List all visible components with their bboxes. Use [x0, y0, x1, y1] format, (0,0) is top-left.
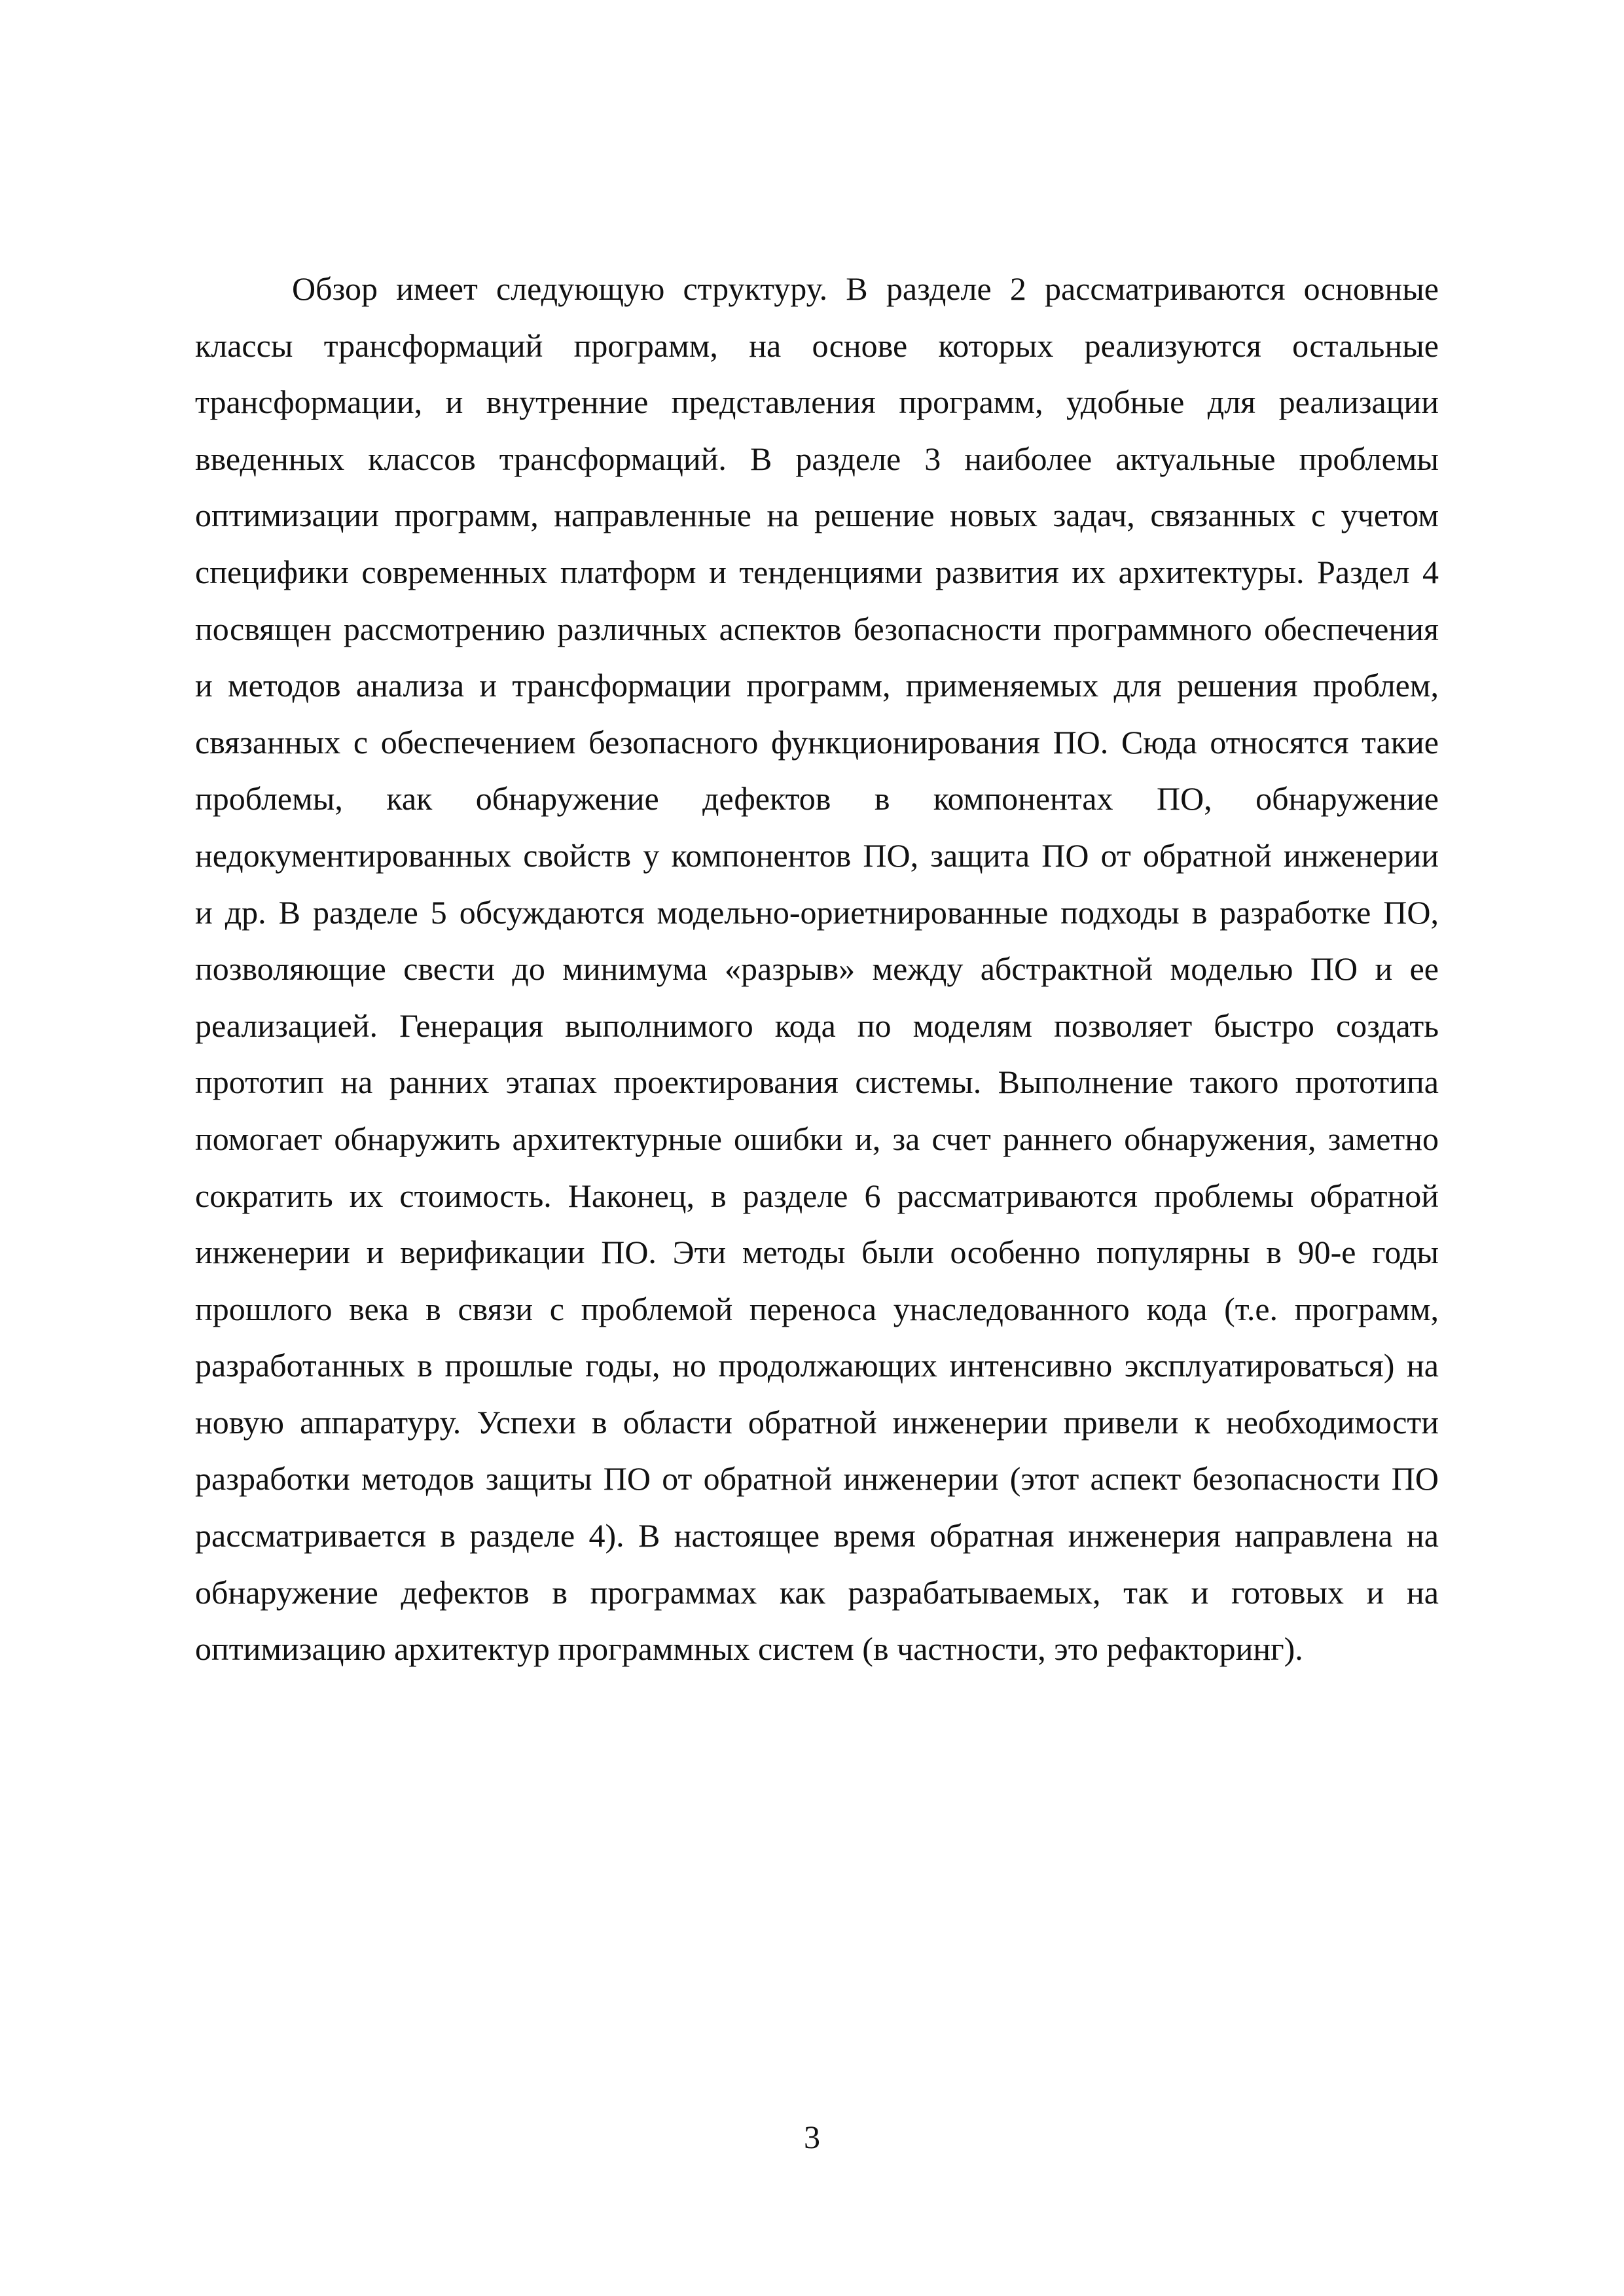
paragraph-line: инженерии и верификации ПО. Эти методы были особенно популярны в 90-е годы	[195, 1234, 1439, 1271]
paragraph-line: оптимизацию архитектур программных систем (в частности, это рефакторинг).	[195, 1630, 1303, 1668]
paragraph-line: классы трансформаций программ, на основе которых реализуются остальные	[195, 327, 1439, 364]
paragraph-line: разработанных в прошлые годы, но продолжающих интенсивно эксплуатироваться) на	[195, 1347, 1439, 1384]
paragraph-line: сократить их стоимость. Наконец, в разделе 6 рассматриваются проблемы обратной	[195, 1177, 1439, 1214]
paragraph-line: связанных с обеспечением безопасного функционирования ПО. Сюда относятся такие	[195, 723, 1439, 761]
paragraph-line: и др. В разделе 5 обсуждаются модельно-ориетнированные подходы в разработке ПО,	[195, 893, 1439, 931]
page-number: 3	[804, 2119, 820, 2155]
paragraph-line: оптимизации программ, направленные на решение новых задач, связанных с учетом	[195, 497, 1439, 534]
paragraph-line: прототип на ранних этапах проектирования системы. Выполнение такого прототипа	[195, 1064, 1439, 1101]
paragraph-line: реализацией. Генерация выполнимого кода по моделям позволяет быстро создать	[195, 1007, 1439, 1044]
paragraph-line: прошлого века в связи с проблемой переноса унаследованного кода (т.е. программ,	[195, 1290, 1439, 1327]
paragraph-line: трансформации, и внутренние представления программ, удобные для реализации	[195, 384, 1439, 421]
paragraph-line: разработки методов защиты ПО от обратной инженерии (этот аспект безопасности ПО	[195, 1460, 1439, 1498]
paragraph-line: рассматривается в разделе 4). В настоящее время обратная инженерия направлена на	[195, 1517, 1439, 1554]
paragraph-line: недокументированных свойств у компонентов ПО, защита ПО от обратной инженерии	[195, 836, 1439, 874]
paragraph-line: посвящен рассмотрению различных аспектов безопасности программного обеспечения	[195, 610, 1439, 647]
paragraph-line: позволяющие свести до минимума «разрыв» между абстрактной моделью ПО и ее	[195, 950, 1439, 988]
paragraph-line: специфики современных платформ и тенденциями развития их архитектуры. Раздел 4	[195, 553, 1439, 590]
paragraph-line: помогает обнаружить архитектурные ошибки и, за счет раннего обнаружения, заметно	[195, 1120, 1439, 1157]
paragraph-line: Обзор имеет следующую структуру. В разделе 2 рассматриваются основные	[292, 270, 1439, 307]
paragraph-line: введенных классов трансформаций. В разделе 3 наиболее актуальные проблемы	[195, 440, 1439, 477]
paragraph-line: новую аппаратуру. Успехи в области обратной инженерии привели к необходимости	[195, 1403, 1439, 1441]
paragraph-line: и методов анализа и трансформации программ, применяемых для решения проблем,	[195, 667, 1439, 704]
body-paragraph	[195, 260, 1439, 1677]
paragraph-line: проблемы, как обнаружение дефектов в компонентах ПО, обнаружение	[195, 780, 1439, 817]
paragraph-line: обнаружение дефектов в программах как разрабатываемых, так и готовых и на	[195, 1573, 1439, 1611]
